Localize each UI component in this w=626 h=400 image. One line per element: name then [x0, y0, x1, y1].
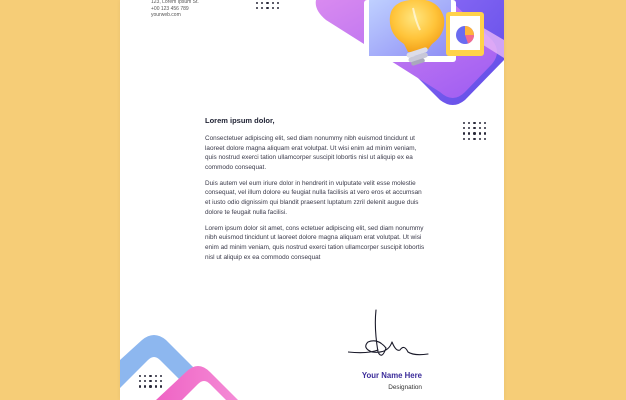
salutation: Lorem ipsum dolor, [205, 116, 275, 125]
dot-grid-right [463, 122, 486, 140]
signer-designation: Designation [388, 384, 422, 391]
paragraph: Duis autem vel eum iriure dolor in hendrerit in vulputate velit esse molestie consequat, vel illum dolore eu feugiat nulla facilisis at vero eros et accumsan et iusto odio dignissim qui blandit praesent luptatum zzril delenit augue duis dolore te feugait nulla facilisi. [205, 179, 422, 216]
letter-body [205, 116, 425, 269]
contact-website: yourweb.com [151, 12, 181, 18]
contact-info [151, 0, 199, 19]
dot-grid-bottom [139, 375, 162, 388]
paragraph: Lorem ipsum dolor sit amet, cons ectetuer adipiscing elit, sed diam nonummy nibh euismod tincidunt ut laoreet dolore magna aliquam erat volutpat. Ut wisi enim ad minim veniam, quis nostrud exerci tation ullamcorper suscipit lobortis nisl ut aliquip ex ea commodo consequat [205, 224, 425, 261]
contact-phone: +00 123 456 789 [151, 5, 189, 12]
contact-address: 123, Lorem Ipsum St. [151, 0, 199, 5]
dot-grid-top [256, 2, 279, 9]
letterhead-sheet [120, 0, 504, 400]
paragraph: Consectetuer adipiscing elit, sed diam nonummy nibh euismod tincidunt ut laoreet dolore magna aliquam erat volutpat. Ut wisi enim ad minim veniam, quis nostrud exerci tation ullamcorper suscipit lobortis nisl ut aliquip ex ea commodo consequat. [205, 135, 417, 171]
signer-name: Your Name Here [361, 371, 422, 380]
signature-scribble [348, 308, 430, 364]
